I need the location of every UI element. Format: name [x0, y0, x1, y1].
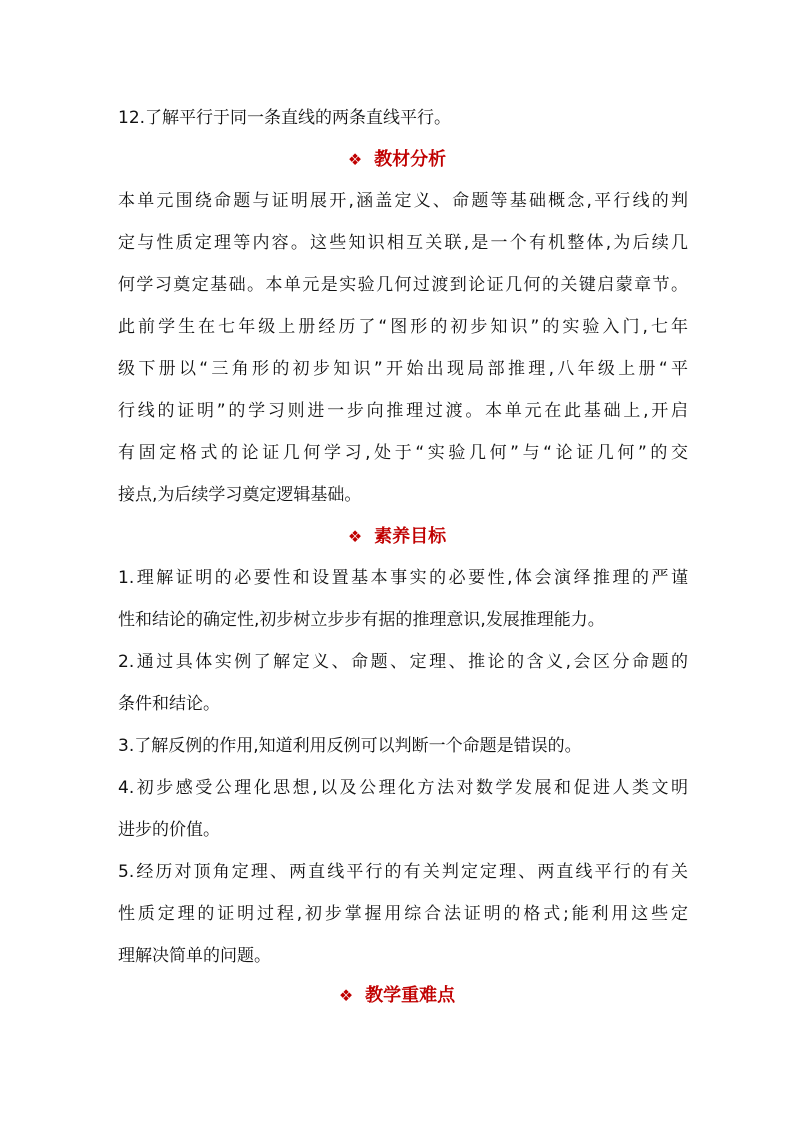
diamond-bullet-icon: ❖	[347, 527, 363, 546]
list-line: 3.了解反例的作用,知道利用反例可以判断一个命题是错误的。	[118, 736, 582, 756]
paragraph-line: 级下册以“三角形的初步知识”开始出现局部推理,八年级上册“平	[118, 359, 688, 379]
paragraph-line: 此前学生在七年级上册经历了“图形的初步知识”的实验入门,七年	[118, 317, 688, 337]
section-heading-goals	[0, 524, 794, 550]
list-line: 进步的价值。	[118, 820, 220, 840]
section-heading-analysis	[0, 147, 794, 173]
list-line: 4.初步感受公理化思想,以及公理化方法对数学发展和促进人类文明	[118, 778, 688, 798]
list-line: 2.通过具体实例了解定义、命题、定理、推论的含义,会区分命题的	[118, 652, 688, 672]
paragraph-line: 何学习奠定基础。本单元是实验几何过渡到论证几何的关键启蒙章节。	[118, 275, 688, 295]
intro-item: 12.了解平行于同一条直线的两条直线平行。	[118, 108, 452, 128]
diamond-bullet-icon: ❖	[338, 986, 354, 1005]
section-title-analysis: 教材分析	[374, 149, 447, 170]
section-title-difficulties: 教学重难点	[365, 985, 456, 1006]
list-line: 性质定理的证明过程,初步掌握用综合法证明的格式;能利用这些定	[118, 904, 688, 924]
section-title-goals: 素养目标	[374, 526, 447, 547]
diamond-bullet-icon: ❖	[347, 150, 363, 169]
list-line: 5.经历对顶角定理、两直线平行的有关判定定理、两直线平行的有关	[118, 862, 688, 882]
paragraph-line: 行线的证明”的学习则进一步向推理过渡。本单元在此基础上,开启	[118, 401, 688, 421]
list-line: 性和结论的确定性,初步树立步步有据的推理意识,发展推理能力。	[118, 610, 605, 630]
list-line: 条件和结论。	[118, 694, 220, 714]
paragraph-line: 有固定格式的论证几何学习,处于“实验几何”与“论证几何”的交	[118, 443, 688, 463]
paragraph-line: 定与性质定理等内容。这些知识相互关联,是一个有机整体,为后续几	[118, 233, 688, 253]
list-line: 1.理解证明的必要性和设置基本事实的必要性,体会演绎推理的严谨	[118, 568, 688, 588]
section-heading-difficulties	[0, 983, 794, 1009]
paragraph-line: 接点,为后续学习奠定逻辑基础。	[118, 485, 362, 505]
paragraph-line: 本单元围绕命题与证明展开,涵盖定义、命题等基础概念,平行线的判	[118, 191, 688, 211]
list-line: 理解决简单的问题。	[118, 946, 271, 966]
